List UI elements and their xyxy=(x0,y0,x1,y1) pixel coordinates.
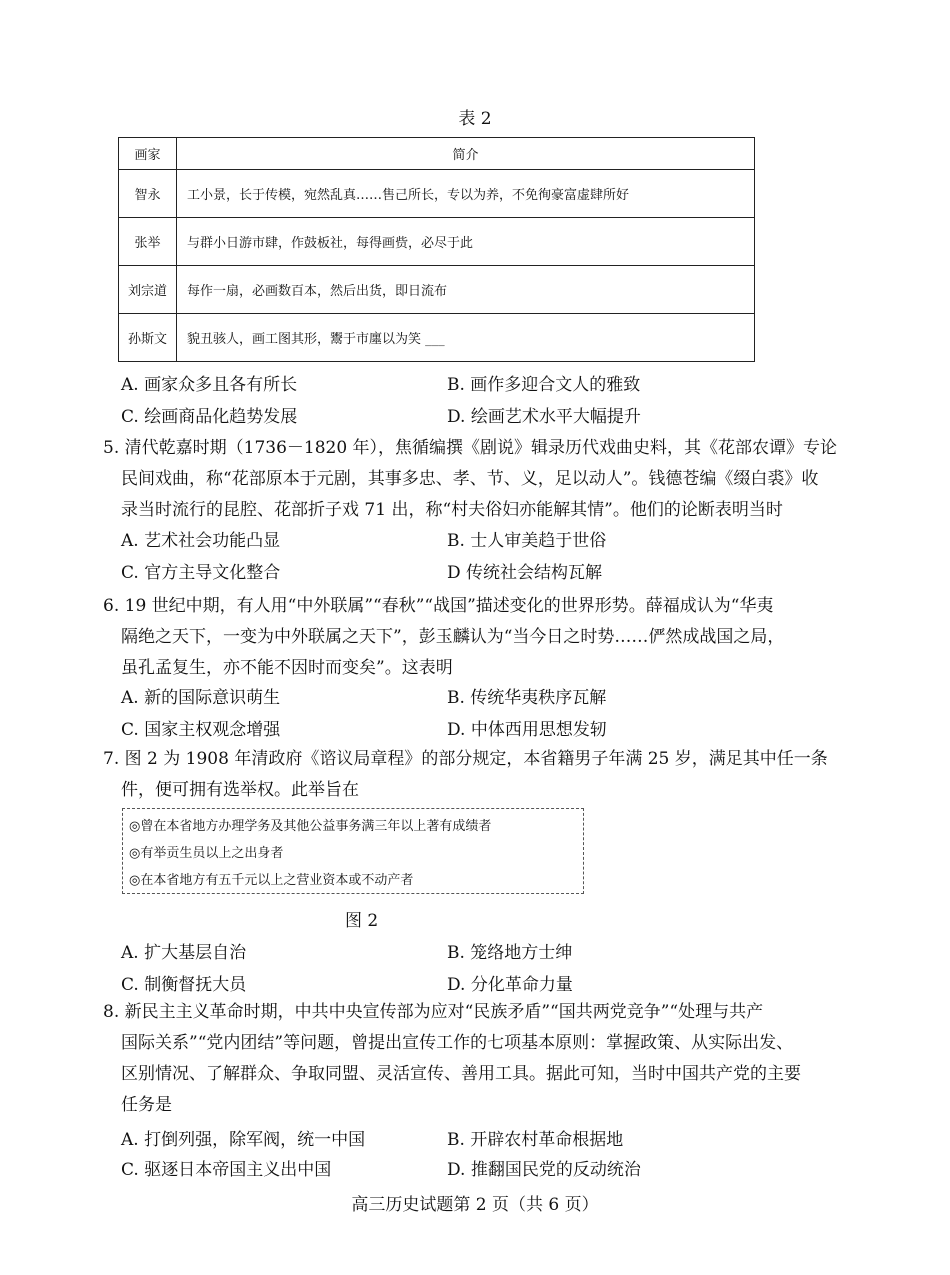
q6-option-d[interactable]: D. 中体西用思想发轫 xyxy=(447,720,607,740)
q8-options-2 xyxy=(121,1155,841,1187)
q5-option-b[interactable]: B. 士人审美趋于世俗 xyxy=(447,531,607,551)
q8-line: 8. 新民主主义革命时期，中共中央宣传部为应对“民族矛盾”“国共两党竞争”“处理与共产 xyxy=(103,1002,764,1022)
q5-option-c[interactable]: C. 官方主导文化整合 xyxy=(121,563,281,583)
q7-option-c[interactable]: C. 制衡督抚大员 xyxy=(121,975,247,995)
q8-options xyxy=(121,1125,841,1157)
q6-line: 6. 19 世纪中期，有人用“中外联属”“春秋”“战国”描述变化的世界形势。薛福成认为“华夷 xyxy=(103,596,774,616)
q4-options xyxy=(121,370,841,434)
figure-item: ◎有举贡生员以上之出身者 xyxy=(129,846,284,861)
table-row xyxy=(119,314,755,362)
q5-options xyxy=(121,526,841,590)
table-title: 表 2 xyxy=(458,109,492,129)
q4-option-b[interactable]: B. 画作多迎合文人的雅致 xyxy=(447,375,641,395)
question-7 xyxy=(103,744,838,806)
q6-options xyxy=(121,683,841,747)
table-row xyxy=(119,170,755,218)
question-5 xyxy=(103,433,838,526)
figure-item: ◎曾在本省地方办理学务及其他公益事务满三年以上著有成绩者 xyxy=(129,819,492,834)
painter-table xyxy=(118,137,755,362)
q6-option-c[interactable]: C. 国家主权观念增强 xyxy=(121,720,281,740)
table-row xyxy=(119,218,755,266)
figure-caption: 图 2 xyxy=(345,911,379,931)
q8-option-a[interactable]: A. 打倒列强，除军阀，统一中国 xyxy=(121,1130,366,1150)
q6-option-b[interactable]: B. 传统华夷秩序瓦解 xyxy=(447,688,607,708)
page-footer: 高三历史试题第 2 页（共 6 页） xyxy=(351,1195,599,1215)
q8-line: 国际关系”“党内团结”等问题，曾提出宣传工作的七项基本原则：掌握政策、从实际出发、 xyxy=(121,1033,794,1053)
header-painter: 画家 xyxy=(119,138,177,170)
q7-line: 7. 图 2 为 1908 年清政府《谘议局章程》的部分规定，本省籍男子年满 25 岁，满足其中任一条 xyxy=(103,749,828,769)
q6-option-a[interactable]: A. 新的国际意识萌生 xyxy=(121,688,281,708)
q4-option-c[interactable]: C. 绘画商品化趋势发展 xyxy=(121,407,298,427)
painter-desc: 貌丑骇人，画工图其形，鬻于市廛以为笑 ___ xyxy=(177,314,755,362)
table-header-row xyxy=(119,138,755,170)
header-intro: 简介 xyxy=(177,138,755,170)
q6-line: 隔绝之天下，一变为中外联属之天下”，彭玉麟认为“当今日之时势……俨然成战国之局， xyxy=(121,627,785,647)
q4-option-a[interactable]: A. 画家众多且各有所长 xyxy=(121,375,298,395)
q8-option-c[interactable]: C. 驱逐日本帝国主义出中国 xyxy=(121,1160,332,1180)
q5-line: 5. 清代乾嘉时期（1736－1820 年），焦循编撰《剧说》辑录历代戏曲史料，其《花部农谭》专论 xyxy=(103,438,838,458)
q5-option-a[interactable]: A. 艺术社会功能凸显 xyxy=(121,531,281,551)
painter-name: 刘宗道 xyxy=(119,266,177,314)
question-8 xyxy=(103,997,838,1121)
q8-option-b[interactable]: B. 开辟农村革命根据地 xyxy=(447,1130,624,1150)
q7-option-b[interactable]: B. 笼络地方士绅 xyxy=(447,943,573,963)
painter-name: 智永 xyxy=(119,170,177,218)
painter-desc: 工小景，长于传模，宛然乱真……售己所长，专以为养，不免徇豪富虚肆所好 xyxy=(177,170,755,218)
painter-name: 孙斯文 xyxy=(119,314,177,362)
q7-option-d[interactable]: D. 分化革命力量 xyxy=(447,975,573,995)
q8-line: 区别情况、了解群众、争取同盟、灵活宣传、善用工具。据此可知，当时中国共产党的主要 xyxy=(121,1064,801,1084)
painter-desc: 与群小日游市肆，作鼓板社，每得画赀，必尽于此 xyxy=(177,218,755,266)
figure-2-box xyxy=(122,808,584,894)
q8-line: 任务是 xyxy=(121,1095,172,1115)
q5-line: 录当时流行的昆腔、花部折子戏 71 出，称“村夫俗妇亦能解其情”。他们的论断表明当时 xyxy=(121,500,783,520)
table-row xyxy=(119,266,755,314)
figure-item: ◎在本省地方有五千元以上之营业资本或不动产者 xyxy=(129,873,414,888)
q5-line: 民间戏曲，称“花部原本于元剧，其事多忠、孝、节、义，足以动人”。钱德苍编《缀白裘》收 xyxy=(121,469,819,489)
q8-option-d[interactable]: D. 推翻国民党的反动统治 xyxy=(447,1160,641,1180)
q6-line: 虽孔孟复生，亦不能不因时而变矣”。这表明 xyxy=(121,658,453,678)
q7-line: 件，便可拥有选举权。此举旨在 xyxy=(121,780,359,800)
painter-name: 张举 xyxy=(119,218,177,266)
q5-option-d[interactable]: D 传统社会结构瓦解 xyxy=(447,563,603,583)
q4-option-d[interactable]: D. 绘画艺术水平大幅提升 xyxy=(447,407,641,427)
q7-option-a[interactable]: A. 扩大基层自治 xyxy=(121,943,247,963)
q7-options xyxy=(121,938,841,1002)
question-6 xyxy=(103,591,838,684)
painter-desc: 每作一扇，必画数百本，然后出货，即日流布 xyxy=(177,266,755,314)
